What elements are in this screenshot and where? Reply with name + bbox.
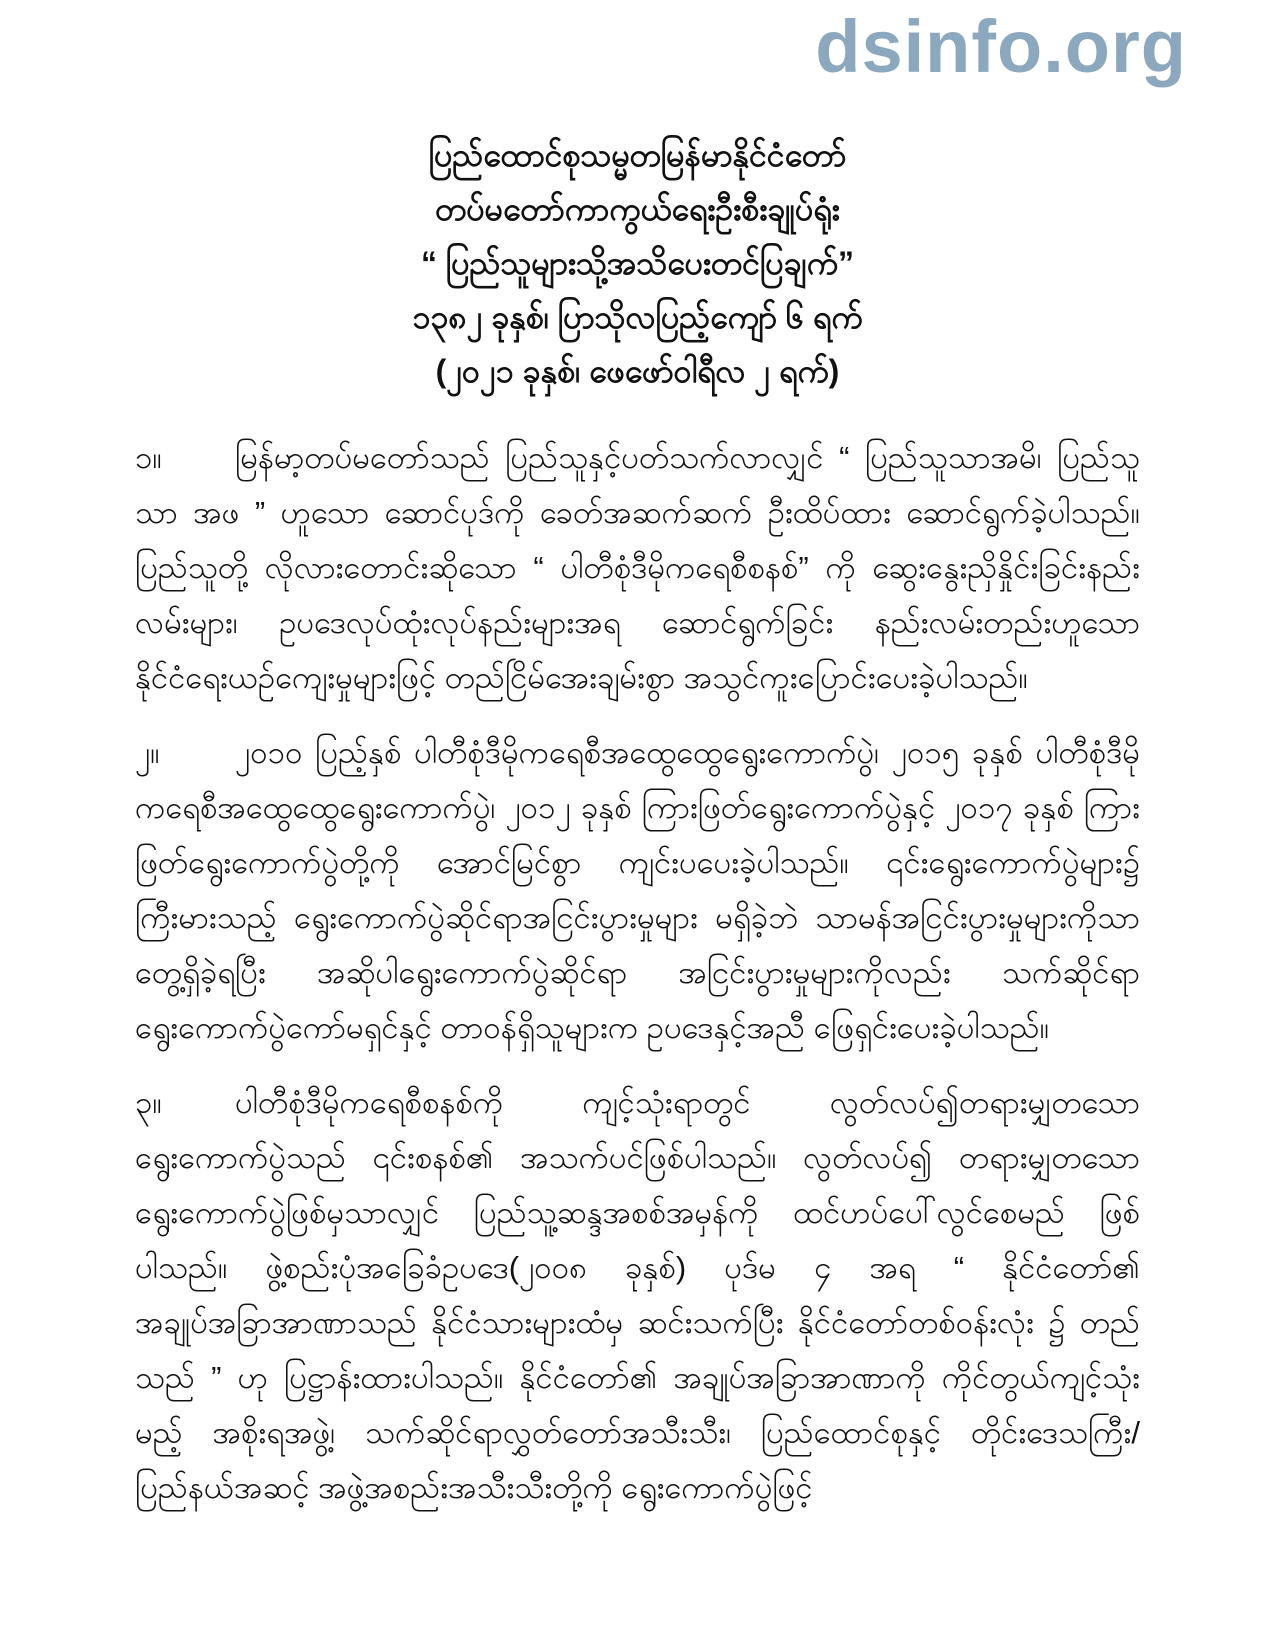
- paragraph-1-number: ၁။: [135, 440, 162, 475]
- title-line-myanmar-date: ၁၃၈၂ ခုနှစ်၊ ပြာသိုလပြည့်ကျော် ၆ ရက်: [412, 299, 863, 335]
- paragraph-3: [135, 1075, 1140, 1515]
- paragraph-2-number: ၂။: [135, 735, 160, 770]
- paragraph-3-text: ပါတီစုံဒီမိုကရေစီစနစ်ကို ကျင့်သုံးရာတွင် လွတ်လပ်၍တရားမျှတသော ရွေးကောက်ပွဲသည် ၎င်းစနစ်၏ အသက်ပင်ဖြစ်ပါသည်။ လွတ်လပ်၍ တရားမျှတသော ရွေးကောက်ပွဲဖြစ်မှသာလျှင် ပြည်သူ့ဆန္ဒအစစ်အမှန်ကို ထင်ဟပ်ပေါ်လွင်စေမည် ဖြစ်ပါသည်။ ဖွဲ့စည်းပုံအခြေခံဥပဒေ(၂၀၀၈ ခုနှစ်) ပုဒ်မ ၄ အရ “ နိုင်ငံတော်၏ အချုပ်အခြာအာဏာသည် နိုင်ငံသားများထံမှ ဆင်းသက်ပြီး နိုင်ငံတော်တစ်ဝန်းလုံး ၌ တည်သည် ” ဟု ပြဋ္ဌာန်းထားပါသည်။ နိုင်ငံတော်၏ အချုပ်အခြာအာဏာကို ကိုင်တွယ်ကျင့်သုံးမည့် အစိုးရအဖွဲ့၊ သက်ဆိုင်ရာလွှတ်တော်အသီးသီး၊ ပြည်ထောင်စုနှင့် တိုင်းဒေသကြီး/ ပြည်နယ်အဆင့် အဖွဲ့အစည်းအသီးသီးတို့ကို ရွေးကောက်ပွဲဖြင့်: [135, 1085, 1140, 1505]
- paragraph-1: [135, 430, 1140, 705]
- paragraph-3-number: ၃။: [135, 1085, 162, 1120]
- paragraph-2: [135, 725, 1140, 1055]
- title-line-office: တပ်မတော်ကာကွယ်ရေးဦးစီးချုပ်ရုံး: [435, 191, 840, 227]
- paragraph-2-text: ၂၀၁၀ ပြည့်နှစ် ပါတီစုံဒီမိုကရေစီအထွေထွေရွေးကောက်ပွဲ၊ ၂၀၁၅ ခုနှစ် ပါတီစုံဒီမိုကရေစီအထွေထွေရွေးကောက်ပွဲ၊ ၂၀၁၂ ခုနှစ် ကြားဖြတ်ရွေးကောက်ပွဲနှင့် ၂၀၁၇ ခုနှစ် ကြားဖြတ်ရွေးကောက်ပွဲတို့ကို အောင်မြင်စွာ ကျင်းပပေးခဲ့ပါသည်။ ၎င်းရွေးကောက်ပွဲများ၌ ကြီးမားသည့် ရွေးကောက်ပွဲဆိုင်ရာအငြင်းပွားမှုများ မရှိခဲ့ဘဲ သာမန်အငြင်းပွားမှုများကိုသာ တွေ့ရှိခဲ့ရပြီး အဆိုပါရွေးကောက်ပွဲဆိုင်ရာ အငြင်းပွားမှုများကိုလည်း သက်ဆိုင်ရာရွေးကောက်ပွဲကော်မရှင်နှင့် တာဝန်ရှိသူများက ဥပဒေနှင့်အညီ ဖြေရှင်းပေးခဲ့ပါသည်။: [135, 735, 1140, 1045]
- paragraph-1-text: မြန်မာ့တပ်မတော်သည် ပြည်သူနှင့်ပတ်သက်လာလျှင် “ ပြည်သူသာအမိ၊ ပြည်သူသာ အဖ ” ဟူသော ဆောင်ပုဒ်ကို ခေတ်အဆက်ဆက် ဦးထိပ်ထား ဆောင်ရွက်ခဲ့ပါသည်။ ပြည်သူတို့ လိုလားတောင်းဆိုသော “ ပါတီစုံဒီမိုကရေစီစနစ်” ကို ဆွေးနွေးညှိနှိုင်းခြင်းနည်းလမ်းများ၊ ဥပဒေလုပ်ထုံးလုပ်နည်းများအရ ဆောင်ရွက်ခြင်း နည်းလမ်းတည်းဟူသော နိုင်ငံရေးယဉ်ကျေးမှုများဖြင့် တည်ငြိမ်အေးချမ်းစွာ အသွင်ကူးပြောင်းပေးခဲ့ပါသည်။: [135, 440, 1140, 695]
- title-line-announcement: “ ပြည်သူများသို့အသိပေးတင်ပြချက်”: [421, 245, 854, 281]
- dsinfo-logo: dsinfo.org: [815, 5, 1187, 88]
- title-line-country: ပြည်ထောင်စုသမ္မတမြန်မာနိုင်ငံတော်: [428, 137, 847, 173]
- document-body: [0, 430, 1275, 1515]
- title-line-gregorian-date: (၂၀၂၁ ခုနှစ်၊ ဖေဖော်ဝါရီလ ၂ ရက်): [435, 353, 840, 389]
